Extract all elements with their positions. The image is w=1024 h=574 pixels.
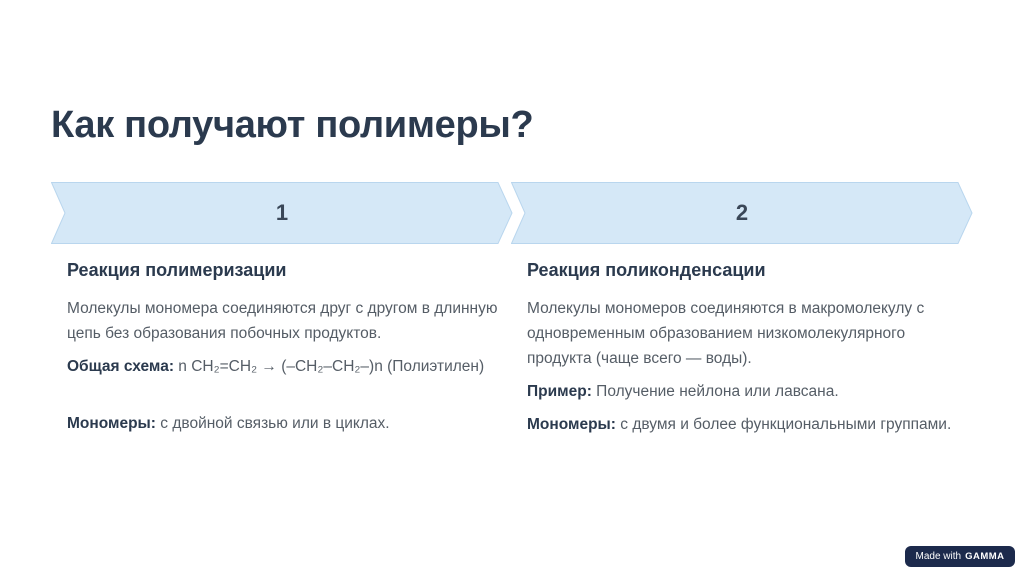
step-2-heading: Реакция поликонденсации	[527, 260, 766, 280]
monomers-label: Мономеры:	[67, 415, 156, 432]
step-2-monomers	[527, 412, 967, 437]
step-2-column	[527, 258, 967, 445]
step-1-scheme	[67, 354, 507, 379]
step-1-monomers	[67, 411, 507, 436]
monomers-text: с двойной связью или в циклах.	[160, 415, 390, 432]
step-1-heading: Реакция полимеризации	[67, 260, 287, 280]
example-text: Получение нейлона или лавсана.	[596, 383, 839, 400]
page-title: Как получают полимеры?	[51, 104, 534, 146]
step-2-description: Молекулы мономеров соединяются в макромолекулу с одновременным образованием низкомолекулярного продукта (чаще всего — воды).	[527, 300, 925, 367]
step-2-example	[527, 379, 967, 404]
monomers-label: Мономеры:	[527, 416, 616, 433]
step-1-number: 1	[275, 200, 289, 225]
made-with-gamma-badge[interactable]	[905, 546, 1015, 567]
badge-prefix: Made with	[915, 551, 962, 562]
gamma-logo: GAMMA	[965, 551, 1005, 562]
example-label: Пример:	[527, 383, 592, 400]
scheme-label: Общая схема:	[67, 358, 174, 375]
step-1-column	[67, 258, 507, 444]
monomers-text: с двумя и более функциональными группами.	[620, 416, 952, 433]
step-2-number: 2	[735, 200, 749, 225]
step-2-chevron	[511, 182, 973, 244]
step-1-description: Молекулы мономера соединяются друг с другом в длинную цепь без образования побочных продуктов.	[67, 300, 498, 342]
step-1-chevron	[51, 182, 513, 244]
scheme-text: n CH₂=CH₂ → (–CH₂–CH₂–)n (Полиэтилен)	[178, 358, 485, 375]
